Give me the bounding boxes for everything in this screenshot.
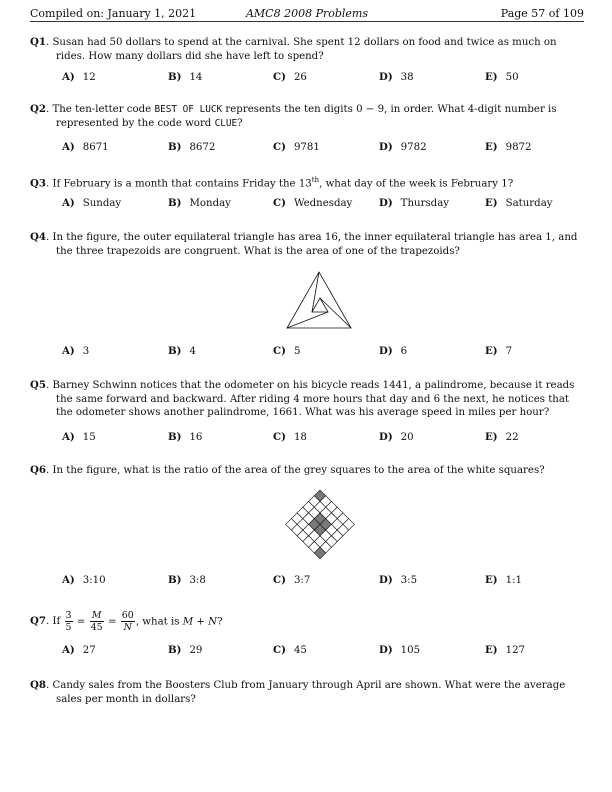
choices-q6 xyxy=(62,574,582,588)
choice-c[interactable]: C) 45 xyxy=(273,644,307,656)
choice-d[interactable]: D) 38 xyxy=(379,71,414,83)
choice-e[interactable]: E) 1:1 xyxy=(485,574,522,586)
choice-b[interactable]: B) 8672 xyxy=(168,141,216,153)
choice-e[interactable]: E) 127 xyxy=(485,644,526,656)
choices-q2 xyxy=(62,141,582,155)
question-text: . Barney Schwinn notices that the odometer on his bicycle reads 1441, a palindrome, because it reads the same forward and backward. After riding 4 more hours that day and 6 the next, he notices that the odometer shows another palindrome, 1661. What was his average speed in miles per hour? xyxy=(45,380,575,418)
choice-e[interactable]: E) 9872 xyxy=(485,141,532,153)
choice-b[interactable]: B) Monday xyxy=(168,197,231,209)
fraction-m-45: $\frac{M}{45}$ xyxy=(90,610,103,633)
choice-c[interactable]: C) 26 xyxy=(273,71,307,83)
fraction-3-5: $\frac{3}{5}$ xyxy=(65,610,72,633)
choice-c[interactable]: C) 5 xyxy=(273,345,301,357)
page-number: Page 57 of 109 xyxy=(500,7,584,20)
choice-e[interactable]: E) 7 xyxy=(485,345,513,357)
choice-e[interactable]: E) 50 xyxy=(485,71,519,83)
choice-e[interactable]: E) Saturday xyxy=(485,197,553,209)
question-4 xyxy=(30,231,586,258)
choice-d[interactable]: D) 3:5 xyxy=(379,574,418,586)
question-number: Q5 xyxy=(30,379,46,391)
compiled-date: Compiled on: January 1, 2021 xyxy=(30,7,197,20)
triangle-figure xyxy=(284,268,356,332)
question-number: Q3 xyxy=(30,177,46,190)
choices-q4 xyxy=(62,345,582,359)
question-text: . In the figure, what is the ratio of the area of the grey squares to the area of the white squares? xyxy=(45,465,545,476)
choice-d[interactable]: D) 105 xyxy=(379,644,421,656)
choice-a[interactable]: A) Sunday xyxy=(62,197,122,209)
choices-q3 xyxy=(62,197,582,211)
choice-d[interactable]: D) 9782 xyxy=(379,141,427,153)
choice-a[interactable]: A) 3 xyxy=(62,345,90,357)
choices-q5 xyxy=(62,431,582,445)
question-number: Q2 xyxy=(30,103,46,115)
choices-q1 xyxy=(62,71,582,85)
choice-a[interactable]: A) 27 xyxy=(62,644,96,656)
trapezoid-edge xyxy=(287,312,328,328)
choice-a[interactable]: A) 15 xyxy=(62,431,96,443)
choice-b[interactable]: B) 29 xyxy=(168,644,203,656)
question-text: . Candy sales from the Boosters Club from January through April are shown. What were the average sales per month in dollars? xyxy=(45,680,566,705)
question-text: . In the figure, the outer equilateral triangle has area 16, the inner equilateral triangle has area 1, and the three trapezoids are congruent. What is the area of one of the trapezoids? xyxy=(45,232,578,257)
question-number: Q1 xyxy=(30,36,46,48)
question-number: Q7 xyxy=(30,614,46,627)
choice-c[interactable]: C) 3:7 xyxy=(273,574,311,586)
code-phrase: BEST OF LUCK xyxy=(154,104,223,115)
choice-d[interactable]: D) 20 xyxy=(379,431,414,443)
code-word: CLUE xyxy=(214,117,238,129)
question-1 xyxy=(30,36,586,63)
choice-a[interactable]: A) 12 xyxy=(62,71,96,83)
choice-b[interactable]: B) 16 xyxy=(168,431,203,443)
square-grid-figure xyxy=(285,489,355,559)
choice-c[interactable]: C) Wednesday xyxy=(273,197,353,209)
fraction-60-n: $\frac{60}{N}$ xyxy=(121,610,134,633)
question-6 xyxy=(30,464,586,478)
choice-b[interactable]: B) 4 xyxy=(168,345,196,357)
choice-d[interactable]: D) Thursday xyxy=(379,197,450,209)
question-2: Q2. The ten-letter code BEST OF LUCK represents the ten digits 0 − 9, in order. What 4-digit number is represented by the code word CLUE? xyxy=(30,103,557,129)
document-title: AMC8 2008 Problems xyxy=(245,7,369,20)
question-7: Q7. If $\frac{3}{5}$ = $\frac{M}{45}$ = $\frac{60}{N}$ , what is M + N? xyxy=(30,610,223,633)
choice-c[interactable]: C) 18 xyxy=(273,431,307,443)
question-number: Q6 xyxy=(30,464,46,476)
question-8 xyxy=(30,679,586,706)
choice-d[interactable]: D) 6 xyxy=(379,345,408,357)
choice-b[interactable]: B) 14 xyxy=(168,71,203,83)
page-header xyxy=(30,7,584,22)
choice-b[interactable]: B) 3:8 xyxy=(168,574,206,586)
question-5 xyxy=(30,379,586,420)
question-text: . Susan had 50 dollars to spend at the carnival. She spent 12 dollars on food and twice as much on rides. How many dollars did she have left to spend? xyxy=(45,37,557,62)
choice-a[interactable]: A) 3:10 xyxy=(62,574,106,586)
question-3: Q3. If February is a month that contains Friday the 13th, what day of the week is February 1? xyxy=(30,176,514,190)
question-number: Q8 xyxy=(30,679,46,691)
question-number: Q4 xyxy=(30,231,46,243)
choice-a[interactable]: A) 8671 xyxy=(62,141,109,153)
choices-q7 xyxy=(62,644,582,658)
choice-e[interactable]: E) 22 xyxy=(485,431,519,443)
choice-c[interactable]: C) 9781 xyxy=(273,141,320,153)
